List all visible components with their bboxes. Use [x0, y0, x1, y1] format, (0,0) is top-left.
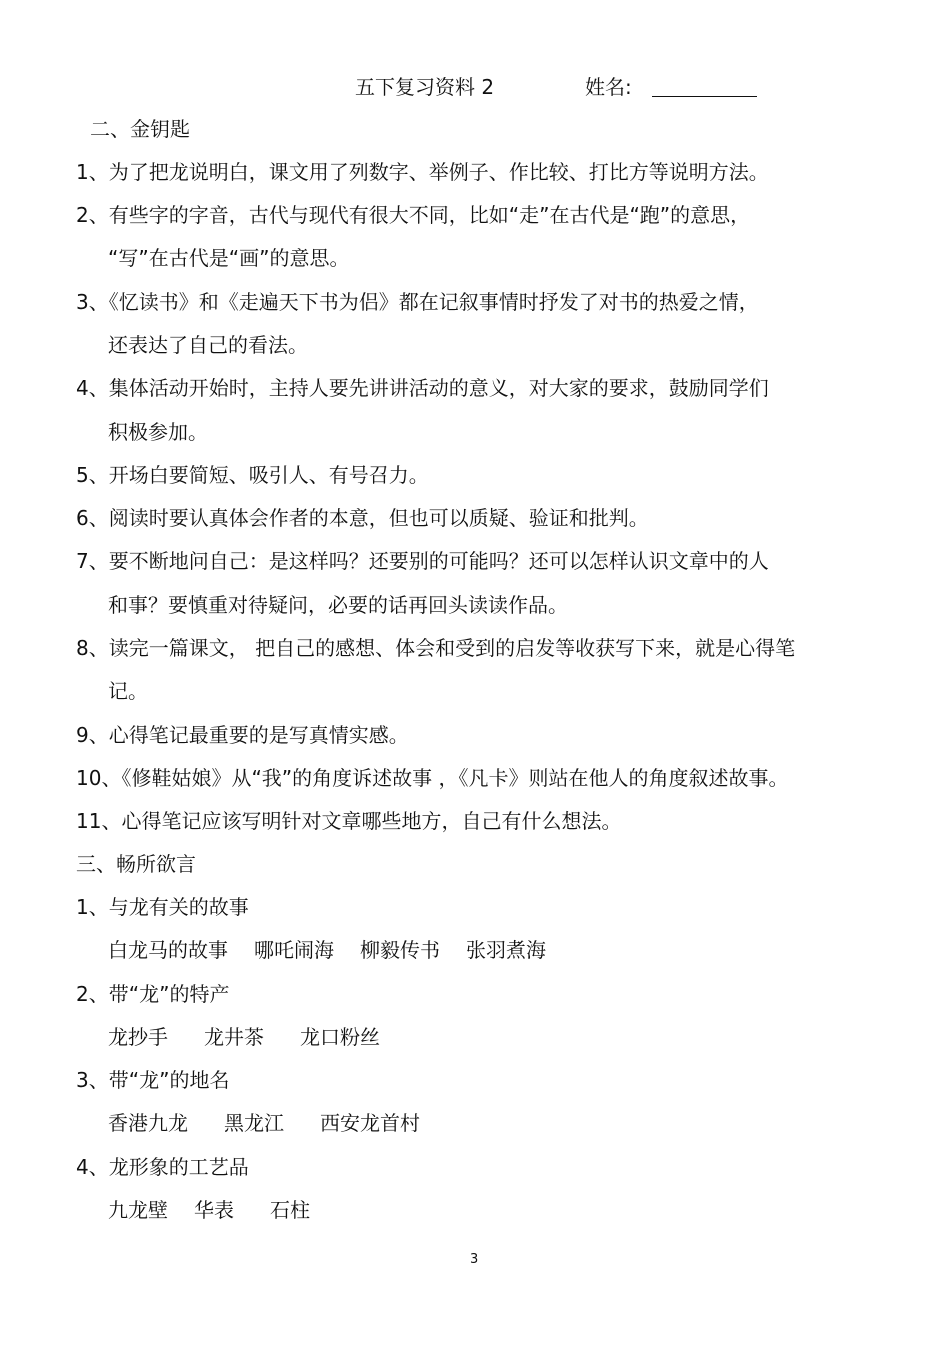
list-item-continuation: 积极参加。	[108, 420, 208, 444]
group-entries	[108, 937, 546, 963]
group-title: 1、与龙有关的故事	[76, 895, 249, 919]
group-entry: 龙抄手	[108, 1025, 168, 1049]
group-title: 2、带“龙”的特产	[76, 982, 230, 1006]
name-label: 姓名:	[585, 75, 632, 99]
list-item: 8、读完一篇课文， 把自己的感想、体会和受到的启发等收获写下来，就是心得笔	[76, 636, 796, 660]
list-item: 5、开场白要简短、吸引人、有号召力。	[76, 463, 429, 487]
group-entry: 香港九龙	[108, 1111, 188, 1135]
group-entry: 龙口粉丝	[300, 1025, 380, 1049]
list-item: 11、心得笔记应该写明针对文章哪些地方，自己有什么想法。	[76, 809, 622, 833]
group-entry: 白龙马的故事	[108, 938, 228, 962]
list-item: 3、《忆读书》和《走遍天下书为侣》都在记叙事情时抒发了对书的热爱之情，	[76, 290, 759, 314]
group-entry: 柳毅传书	[360, 938, 440, 962]
list-item: 1、为了把龙说明白，课文用了列数字、举例子、作比较、打比方等说明方法。	[76, 160, 769, 184]
list-item-continuation: “写”在古代是“画”的意思。	[108, 246, 350, 270]
page-number: 3	[470, 1252, 479, 1267]
list-item-continuation: 记。	[108, 679, 148, 703]
group-title: 4、龙形象的工艺品	[76, 1155, 249, 1179]
section-heading-golden-key: 二、金钥匙	[90, 117, 190, 141]
name-blank-line	[652, 96, 757, 97]
list-item: 10、《修鞋姑娘》从“我”的角度诉述故事 ，《凡卡》则站在他人的角度叙述故事。	[76, 766, 789, 790]
group-title: 3、带“龙”的地名	[76, 1068, 230, 1092]
list-item-continuation: 和事？要慎重对待疑问，必要的话再回头读读作品。	[108, 593, 568, 617]
document-title: 五下复习资料 2	[355, 75, 495, 99]
group-entry: 龙井茶	[204, 1025, 264, 1049]
list-item: 6、阅读时要认真体会作者的本意，但也可以质疑、验证和批判。	[76, 506, 649, 530]
group-entry: 哪吒闹海	[254, 938, 334, 962]
group-entries	[108, 1024, 380, 1050]
list-item: 7、要不断地问自己：是这样吗？还要别的可能吗？还可以怎样认识文章中的人	[76, 549, 769, 573]
group-entry: 九龙壁	[108, 1198, 168, 1222]
group-entries	[108, 1197, 310, 1223]
group-entry: 华表	[194, 1198, 234, 1222]
list-item: 9、心得笔记最重要的是写真情实感。	[76, 723, 409, 747]
group-entry: 张羽煮海	[466, 938, 546, 962]
group-entry: 黑龙江	[224, 1111, 284, 1135]
list-item: 4、集体活动开始时，主持人要先讲讲活动的意义，对大家的要求，鼓励同学们	[76, 376, 769, 400]
list-item-continuation: 还表达了自己的看法。	[108, 333, 308, 357]
group-entry: 西安龙首村	[320, 1111, 420, 1135]
group-entry: 石柱	[270, 1198, 310, 1222]
section-heading-speak-freely: 三、畅所欲言	[76, 852, 196, 876]
list-item: 2、有些字的字音，古代与现代有很大不同，比如“走”在古代是“跑”的意思，	[76, 203, 751, 227]
group-entries	[108, 1110, 420, 1136]
